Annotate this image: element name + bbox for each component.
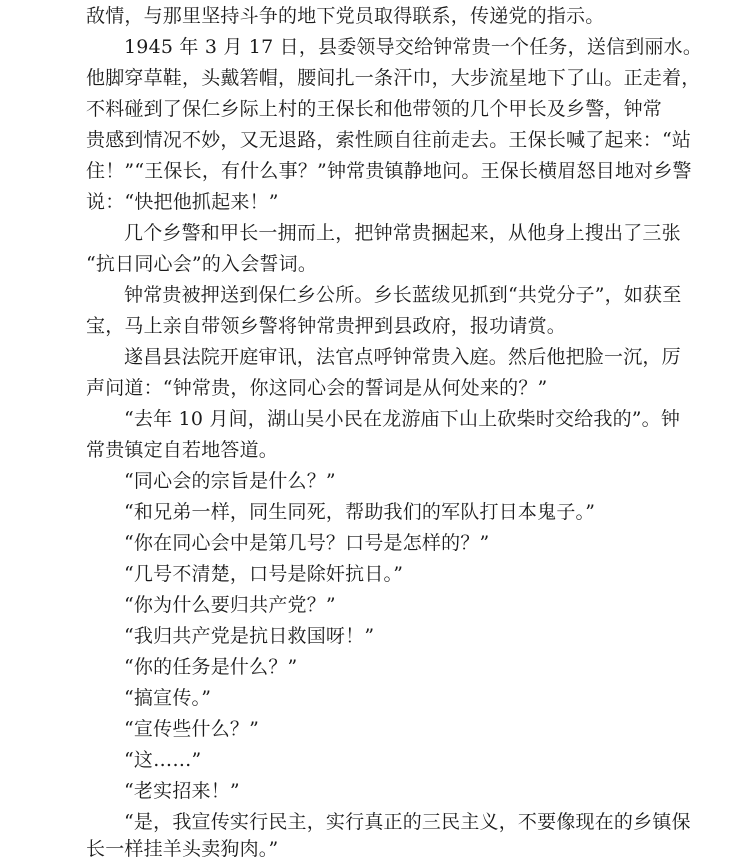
dialogue-line: “和兄弟一样，同生同死，帮助我们的军队打日本鬼子。” [124, 501, 596, 523]
dialogue-line: “这……” [124, 749, 202, 771]
dialogue-line: “老实招来！” [124, 780, 240, 802]
text-line: “抗日同心会”的入会誓词。 [86, 253, 318, 275]
dialogue-line: “几号不清楚，口号是除奸抗日。” [124, 563, 404, 585]
text-line: 常贵镇定自若地答道。 [86, 439, 279, 461]
paragraph-start-line: 几个乡警和甲长一拥而上，把钟常贵捆起来，从他身上搜出了三张 [124, 222, 681, 244]
text-line: 宝，马上亲自带领乡警将钟常贵押到县政府，报功请赏。 [86, 315, 567, 337]
dialogue-line: “你为什么要归共产党？” [124, 594, 336, 616]
paragraph-start-line: 钟常贵被押送到保仁乡公所。乡长蓝绂见抓到“共党分子”，如获至 [124, 284, 682, 306]
text-line: 说：“快把他抓起来！” [86, 191, 279, 213]
dialogue-line: “你的任务是什么？” [124, 656, 298, 678]
text-line: 贵感到情况不妙，又无退路，索性顾自往前走去。王保长喊了起来：“站 [86, 129, 692, 151]
dialogue-line: “搞宣传。” [124, 687, 212, 709]
text-line: 声问道：“钟常贵，你这同心会的誓词是从何处来的？” [86, 377, 548, 399]
paragraph-start-line: “去年 10 月间，湖山吴小民在龙游庙下山上砍柴时交给我的”。钟 [124, 408, 681, 430]
paragraph-start-line: 遂昌县法院开庭审讯，法官点呼钟常贵入庭。然后他把脸一沉，厉 [124, 346, 681, 368]
text-line: 住！”“王保长，有什么事？”钟常贵镇静地问。王保长横眉怒目地对乡警 [86, 160, 692, 182]
dialogue-line: “你在同心会中是第几号？口号是怎样的？” [124, 532, 490, 554]
dialogue-line: “我归共产党是抗日救国呀！” [124, 625, 375, 647]
text-line: 长一样挂羊头卖狗肉。” [86, 838, 279, 860]
dialogue-line: “是，我宣传实行民主，实行真正的三民主义，不要像现在的乡镇保 [124, 811, 691, 833]
text-line: 敌情，与那里坚持斗争的地下党员取得联系，传递党的指示。 [86, 5, 605, 27]
text-line: 不料碰到了保仁乡际上村的王保长和他带领的几个甲长及乡警，钟常 [86, 98, 663, 120]
dialogue-line: “宣传些什么？” [124, 718, 260, 740]
dialogue-line: “同心会的宗旨是什么？” [124, 470, 336, 492]
text-line: 他脚穿草鞋，头戴箬帽，腰间扎一条汗巾，大步流星地下了山。正走着， [86, 67, 701, 89]
paragraph-start-line: 1945 年 3 月 17 日，县委领导交给钟常贵一个任务，送信到丽水。 [124, 36, 703, 58]
